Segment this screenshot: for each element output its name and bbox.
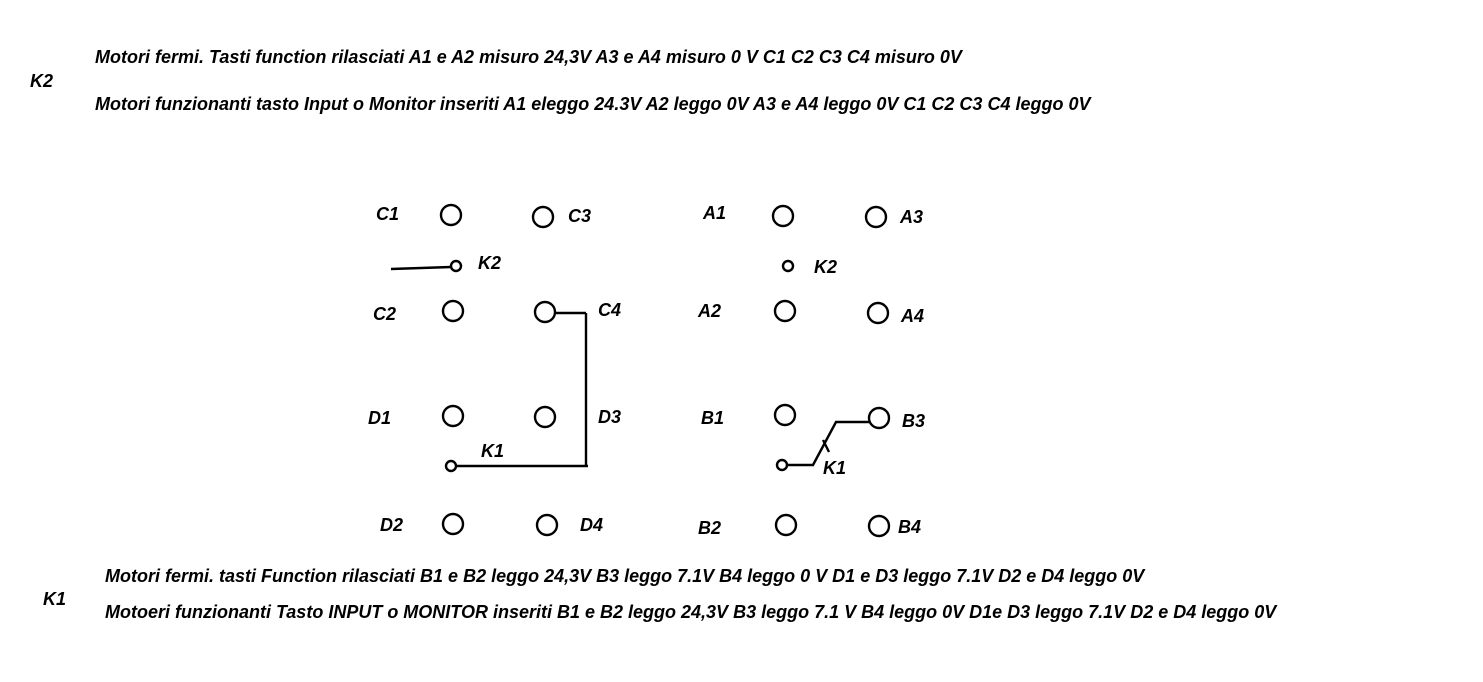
- k1-side-label: K1: [43, 589, 67, 609]
- label-k2-left: K2: [478, 253, 502, 273]
- terminal-c2: [443, 301, 463, 321]
- label-k2-right: K2: [814, 257, 838, 277]
- k2-left-wire: [391, 267, 451, 269]
- label-d1: D1: [368, 408, 392, 428]
- terminal-a2: [775, 301, 795, 321]
- label-a1: A1: [703, 203, 727, 223]
- terminal-a3: [866, 207, 886, 227]
- label-d4: D4: [580, 515, 604, 535]
- label-c2: C2: [373, 304, 397, 324]
- terminal-a1: [773, 206, 793, 226]
- label-a2: A2: [698, 301, 722, 321]
- label-b1: B1: [701, 408, 725, 428]
- k1-note-line-2: Motoeri funzionanti Tasto INPUT o MONITOR inseriti B1 e B2 leggo 24,3V B3 leggo 7.1 V B4 leggo 0V D1e D3 leggo 7.1V D2 e D4 leggo 0V: [105, 602, 1277, 622]
- terminal-b2: [776, 515, 796, 535]
- label-a4: A4: [901, 306, 925, 326]
- terminal-a4: [868, 303, 888, 323]
- label-k1-right: K1: [823, 458, 847, 478]
- k2-note-line-1: Motori fermi. Tasti function rilasciati A1 e A2 misuro 24,3V A3 e A4 misuro 0 V C1 C2 C3 C4 misuro 0V: [95, 47, 962, 67]
- terminal-c3: [533, 207, 553, 227]
- terminal-d2: [443, 514, 463, 534]
- label-b4: B4: [898, 517, 922, 537]
- label-k1-left: K1: [481, 441, 505, 461]
- k2-right-contact: [783, 261, 793, 271]
- label-c1: C1: [376, 204, 400, 224]
- terminal-c4: [535, 302, 555, 322]
- terminal-d3: [535, 407, 555, 427]
- label-c4: C4: [598, 300, 622, 320]
- k1-right-contact: [777, 460, 787, 470]
- label-d3: D3: [598, 407, 622, 427]
- label-b2: B2: [698, 518, 722, 538]
- terminal-b4: [869, 516, 889, 536]
- k2-side-label: K2: [30, 71, 54, 91]
- terminal-d4: [537, 515, 557, 535]
- terminal-b1: [775, 405, 795, 425]
- label-b3: B3: [902, 411, 926, 431]
- label-a3: A3: [900, 207, 924, 227]
- terminal-b3: [869, 408, 889, 428]
- label-c3: C3: [568, 206, 592, 226]
- k1-note-line-1: Motori fermi. tasti Function rilasciati B1 e B2 leggo 24,3V B3 leggo 7.1V B4 leggo 0 V D1 e D3 leggo 7.1V D2 e D4 leggo 0V: [105, 566, 1145, 586]
- k2-left-contact: [451, 261, 461, 271]
- k2-note-line-2: Motori funzionanti tasto Input o Monitor inseriti A1 eleggo 24.3V A2 leggo 0V A3 e A4 leggo 0V C1 C2 C3 C4 leggo 0V: [95, 94, 1091, 114]
- k1-left-contact: [446, 461, 456, 471]
- terminal-d1: [443, 406, 463, 426]
- label-d2: D2: [380, 515, 404, 535]
- terminal-c1: [441, 205, 461, 225]
